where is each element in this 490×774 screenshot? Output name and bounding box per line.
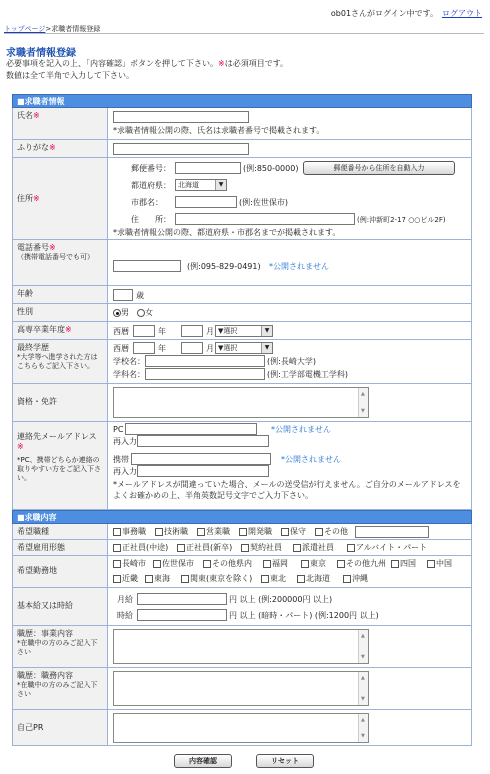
checkbox-label: 技術職 — [164, 527, 188, 536]
postal-hint: (例:850-0000) — [243, 164, 299, 173]
row-employment — [12, 540, 472, 556]
intro-required-mark: ※ — [218, 59, 225, 68]
checkbox-icon — [343, 575, 351, 583]
label-history-business-text: 職歴：事業内容 — [17, 629, 73, 638]
row-furigana — [12, 140, 472, 158]
checkbox-icon — [113, 528, 121, 536]
row-job-type — [12, 524, 472, 540]
grad-month-input[interactable] — [181, 325, 203, 337]
checkbox-job-type-options-5[interactable] — [315, 527, 348, 537]
checkbox-job-area-row1-6[interactable] — [391, 559, 416, 569]
pc-email-confirm-input[interactable] — [137, 435, 269, 447]
grad-month-unit: 月 — [206, 327, 214, 336]
phone-private-note: *公開されません — [269, 262, 329, 271]
checkbox-label: 事務職 — [122, 527, 146, 536]
login-status — [331, 8, 482, 19]
label-furigana — [13, 140, 108, 157]
self-pr-textarea[interactable] — [113, 713, 369, 743]
pc-email-reenter-label: 再入力 — [113, 437, 137, 446]
label-email-text: 連絡先メールアドレス — [17, 432, 97, 441]
checkbox-job-area-row2-1[interactable] — [145, 574, 170, 584]
grad-year-input[interactable] — [133, 325, 155, 337]
edu-select-value: ▼選択 — [218, 344, 238, 352]
mobile-email-private-note: *公開されません — [281, 455, 341, 464]
checkbox-label: 保守 — [290, 527, 306, 536]
label-phone-text: 電話番号 — [17, 243, 49, 252]
grad-year-unit: 年 — [158, 327, 166, 336]
checkbox-icon — [427, 560, 435, 568]
checkbox-icon — [145, 575, 153, 583]
checkbox-icon — [347, 544, 355, 552]
postal-autofill-button[interactable]: 郵便番号から住所を自動入力 — [303, 161, 455, 175]
row-job-history-duties — [12, 668, 472, 710]
row-work-area — [12, 556, 472, 588]
label-education-sub: *大学等へ進学された方はこちらもご記入下さい。 — [17, 353, 98, 370]
label-self-pr: 自己PR — [13, 710, 108, 745]
label-email — [13, 422, 108, 509]
label-history-duties-sub: *在職中の方のみご記入下さい — [17, 681, 98, 698]
textarea-scrollbar[interactable] — [358, 630, 368, 663]
furigana-input[interactable] — [113, 143, 249, 155]
hourly-wage-input[interactable] — [137, 609, 227, 621]
checkbox-icon — [153, 560, 161, 568]
mobile-email-label: 携帯 — [113, 455, 129, 464]
dept-input[interactable] — [145, 368, 265, 380]
checkbox-job-area-row1-4[interactable] — [301, 559, 326, 569]
gender-female-label: 女 — [145, 308, 153, 317]
label-history-business-sub: *在職中の方のみご記入下さい — [17, 639, 98, 656]
breadcrumb-current: 求職者情報登録 — [51, 25, 101, 33]
row-self-pr — [12, 710, 472, 746]
checkbox-icon — [197, 528, 205, 536]
city-label: 市郡名： — [131, 198, 163, 207]
checkbox-label: 関東(東京を除く) — [190, 574, 253, 583]
checkbox-job-area-row2-4[interactable] — [297, 574, 330, 584]
label-name — [13, 108, 108, 139]
dept-label: 学科名： — [113, 370, 145, 379]
prefecture-value: 北海道 — [178, 181, 199, 189]
prefecture-select[interactable] — [175, 179, 227, 191]
label-address — [13, 158, 108, 239]
confirm-button[interactable]: 内容確認 — [174, 754, 232, 768]
postal-code-input[interactable] — [175, 162, 241, 174]
checkbox-icon — [337, 560, 345, 568]
checkbox-job-area-row1-0[interactable] — [113, 559, 146, 569]
chevron-down-icon: ▼ — [215, 180, 226, 190]
hourly-unit: 円 以上 (暗時・パート) (例:1200円 以上) — [229, 611, 379, 620]
logout-link[interactable]: ログアウト — [442, 9, 482, 18]
checkbox-job-employment-options-4[interactable] — [347, 543, 427, 553]
checkbox-job-type-options-0[interactable] — [113, 527, 146, 537]
checkbox-label: 東海 — [154, 574, 170, 583]
row-salary — [12, 588, 472, 626]
work-area-options — [109, 556, 471, 587]
phone-hint: (例:095-829-0491) — [187, 262, 261, 271]
row-email — [12, 422, 472, 510]
checkbox-icon — [293, 544, 301, 552]
label-furigana-text: ふりがな — [17, 143, 49, 152]
checkbox-label: 福岡 — [272, 559, 288, 568]
checkbox-job-area-row1-7[interactable] — [427, 559, 452, 569]
intro-line2: 数値は全て半角で入力して下さい。 — [6, 71, 134, 80]
label-email-sub: *PC、携帯どちらか連絡の取りやすい方をご記入下さい。 — [17, 456, 101, 482]
checkbox-label: アルバイト・パート — [356, 543, 428, 552]
gender-female-radio[interactable] — [137, 308, 153, 318]
intro-text — [6, 58, 476, 82]
login-text: ob01さんがログイン中です。 — [330, 9, 438, 18]
pc-email-private-note: *公開されません — [271, 425, 331, 434]
checkbox-label: その他 — [324, 527, 348, 536]
checkbox-job-employment-options-1[interactable] — [177, 543, 232, 553]
section-job-preferences: ■求職内容 — [12, 510, 472, 524]
required-mark: ※ — [33, 111, 40, 120]
checkbox-job-type-options-3[interactable] — [239, 527, 272, 537]
required-mark: ※ — [17, 442, 24, 451]
radio-icon — [137, 309, 145, 317]
label-phone — [13, 240, 108, 285]
hourly-label: 時給 — [117, 611, 133, 620]
checkbox-icon — [181, 575, 189, 583]
label-employment: 希望雇用形態 — [13, 540, 108, 555]
checkbox-job-area-row2-5[interactable] — [343, 574, 368, 584]
label-address-text: 住所 — [17, 194, 33, 203]
age-unit: 歳 — [136, 291, 144, 300]
reset-button[interactable]: リセット — [256, 754, 314, 768]
mobile-email-reenter-label: 再入力 — [113, 467, 137, 476]
checkbox-icon — [297, 575, 305, 583]
intro-line1c: は必須項目です。 — [224, 59, 289, 68]
city-hint: (例:佐世保市) — [239, 198, 288, 207]
name-input[interactable] — [113, 111, 249, 123]
label-salary: 基本給又は時給 — [13, 588, 108, 625]
checkbox-job-area-row2-0[interactable] — [113, 574, 138, 584]
checkbox-job-employment-options-0[interactable] — [113, 543, 168, 553]
label-work-area: 希望勤務地 — [13, 556, 108, 587]
history-business-textarea[interactable] — [113, 629, 369, 664]
checkbox-label: 佐世保市 — [162, 559, 194, 568]
edu-select[interactable] — [215, 342, 273, 354]
monthly-label: 月給 — [117, 595, 133, 604]
checkbox-icon — [315, 528, 323, 536]
city-input[interactable] — [175, 196, 237, 208]
street-label: 住 所： — [131, 215, 171, 224]
edu-year-input[interactable] — [133, 342, 155, 354]
monthly-unit: 円 以上 (例:200000円 以上) — [229, 595, 333, 604]
job-type-options — [109, 524, 471, 539]
edu-month-unit: 月 — [206, 344, 214, 353]
checkbox-job-area-row1-5[interactable] — [337, 559, 386, 569]
checkbox-label: 開発職 — [248, 527, 272, 536]
checkbox-icon — [113, 544, 121, 552]
label-gender: 性別 — [13, 304, 108, 321]
checkbox-job-area-row1-1[interactable] — [153, 559, 194, 569]
checkbox-label: 沖縄 — [352, 574, 368, 583]
postal-label: 郵便番号： — [131, 164, 171, 173]
page-title: 求職者情報登録 — [6, 48, 76, 59]
checkbox-job-area-row1-2[interactable] — [203, 559, 252, 569]
label-history-business — [13, 626, 108, 667]
row-age — [12, 286, 472, 304]
history-duties-textarea[interactable] — [113, 671, 369, 706]
checkbox-icon — [391, 560, 399, 568]
checkbox-job-employment-options-3[interactable] — [293, 543, 334, 553]
breadcrumb-top-link[interactable]: トップページ — [4, 25, 46, 33]
label-grad-year-text: 高専卒業年度 — [17, 325, 65, 334]
checkbox-icon — [263, 560, 271, 568]
school-input[interactable] — [145, 355, 265, 367]
textarea-scrollbar[interactable] — [358, 672, 368, 705]
row-phone — [12, 240, 472, 286]
checkbox-icon — [261, 575, 269, 583]
checkbox-label: その他九州 — [346, 559, 386, 568]
email-note: *メールアドレスが間違っていた場合、メールの送受信が行えません。ご自分のメールアドレスをよくお確かめの上、半角英数記号文字でご入力下さい。 — [113, 480, 461, 500]
license-textarea[interactable] — [113, 387, 369, 418]
edu-year-unit: 年 — [158, 344, 166, 353]
checkbox-icon — [177, 544, 185, 552]
dept-hint: (例:工学部電機工学科) — [267, 370, 348, 379]
checkbox-label: 正社員(新卒) — [186, 543, 233, 552]
row-graduation-year — [12, 322, 472, 340]
checkbox-label: 近畿 — [122, 574, 138, 583]
employment-options — [109, 540, 471, 555]
checkbox-label: 東京 — [310, 559, 326, 568]
required-mark: ※ — [33, 194, 40, 203]
edu-month-input[interactable] — [181, 342, 203, 354]
checkbox-label: 東北 — [270, 574, 286, 583]
monthly-salary-input[interactable] — [137, 593, 227, 605]
gender-male-label: 男 — [121, 308, 129, 317]
label-phone-sub: （携帯電話番号でも可） — [17, 253, 94, 261]
mobile-email-input[interactable] — [131, 453, 271, 465]
checkbox-job-area-row2-3[interactable] — [261, 574, 286, 584]
label-age: 年齢 — [13, 286, 108, 303]
section-applicant-info: ■求職者情報 — [12, 94, 472, 108]
checkbox-label: その他県内 — [212, 559, 252, 568]
gender-male-radio[interactable] — [113, 308, 129, 318]
checkbox-icon — [301, 560, 309, 568]
label-education — [13, 340, 108, 383]
label-history-duties — [13, 668, 108, 709]
address-note: *求職者情報公開の際、都道府県・市郡名までが掲載されます。 — [113, 228, 341, 237]
checkbox-icon — [203, 560, 211, 568]
edu-era-label: 西暦 — [113, 344, 129, 353]
chevron-down-icon: ▼ — [261, 343, 272, 353]
row-license — [12, 384, 472, 422]
prefecture-label: 都道府県： — [131, 181, 171, 190]
row-name — [12, 108, 472, 140]
label-name-text: 氏名 — [17, 111, 33, 120]
label-grad-year — [13, 322, 108, 339]
mobile-email-confirm-input[interactable] — [137, 465, 269, 477]
row-address — [12, 158, 472, 240]
label-history-duties-text: 職歴：職務内容 — [17, 671, 73, 680]
name-note: *求職者情報公開の際、氏名は求職者番号で掲載されます。 — [113, 126, 325, 135]
grad-select-value: ▼選択 — [218, 327, 238, 335]
checkbox-label: 北海道 — [306, 574, 330, 583]
checkbox-icon — [155, 528, 163, 536]
checkbox-job-area-row1-3[interactable] — [263, 559, 288, 569]
school-label: 学校名： — [113, 357, 145, 366]
breadcrumb-separator: > — [45, 25, 52, 33]
checkbox-icon — [113, 560, 121, 568]
checkbox-label: 営業職 — [206, 527, 230, 536]
checkbox-label: 正社員(中途) — [122, 543, 169, 552]
checkbox-job-type-options-2[interactable] — [197, 527, 230, 537]
checkbox-icon — [239, 528, 247, 536]
job-type-other-input[interactable] — [355, 526, 429, 538]
checkbox-icon — [281, 528, 289, 536]
label-education-text: 最終学歴 — [17, 343, 49, 352]
checkbox-label: 四国 — [400, 559, 416, 568]
pc-email-input[interactable] — [125, 423, 257, 435]
checkbox-label: 中国 — [436, 559, 452, 568]
grad-select[interactable] — [215, 325, 273, 337]
checkbox-icon — [113, 575, 121, 583]
school-hint: (例:長崎大学) — [267, 357, 316, 366]
row-gender — [12, 304, 472, 322]
pc-email-label: PC — [113, 425, 124, 434]
required-mark: ※ — [65, 325, 72, 334]
age-input[interactable] — [113, 289, 133, 301]
row-education — [12, 340, 472, 384]
grad-era-label: 西暦 — [113, 327, 129, 336]
breadcrumb — [4, 24, 484, 34]
checkbox-label: 長崎市 — [122, 559, 146, 568]
textarea-scrollbar[interactable] — [358, 388, 368, 417]
checkbox-job-type-options-1[interactable] — [155, 527, 188, 537]
textarea-scrollbar[interactable] — [358, 714, 368, 742]
checkbox-label: 契約社員 — [250, 543, 282, 552]
street-hint: (例:沖新町2-17 ○○ビル2F) — [357, 216, 446, 224]
checkbox-job-area-row2-2[interactable] — [181, 574, 252, 584]
checkbox-job-employment-options-2[interactable] — [241, 543, 282, 553]
street-address-input[interactable] — [175, 213, 355, 225]
phone-input[interactable] — [113, 260, 181, 272]
row-job-history-business — [12, 626, 472, 668]
checkbox-icon — [241, 544, 249, 552]
intro-line1a: 必要事項を記入の上、「内容確認」ボタンを押して下さい。 — [6, 59, 218, 68]
checkbox-job-type-options-4[interactable] — [281, 527, 306, 537]
chevron-down-icon: ▼ — [261, 326, 272, 336]
label-license: 資格・免許 — [13, 384, 108, 421]
radio-selected-icon — [113, 309, 121, 317]
label-job-type: 希望職種 — [13, 524, 108, 539]
checkbox-label: 派遣社員 — [302, 543, 334, 552]
required-mark: ※ — [49, 243, 56, 252]
required-mark: ※ — [49, 143, 56, 152]
